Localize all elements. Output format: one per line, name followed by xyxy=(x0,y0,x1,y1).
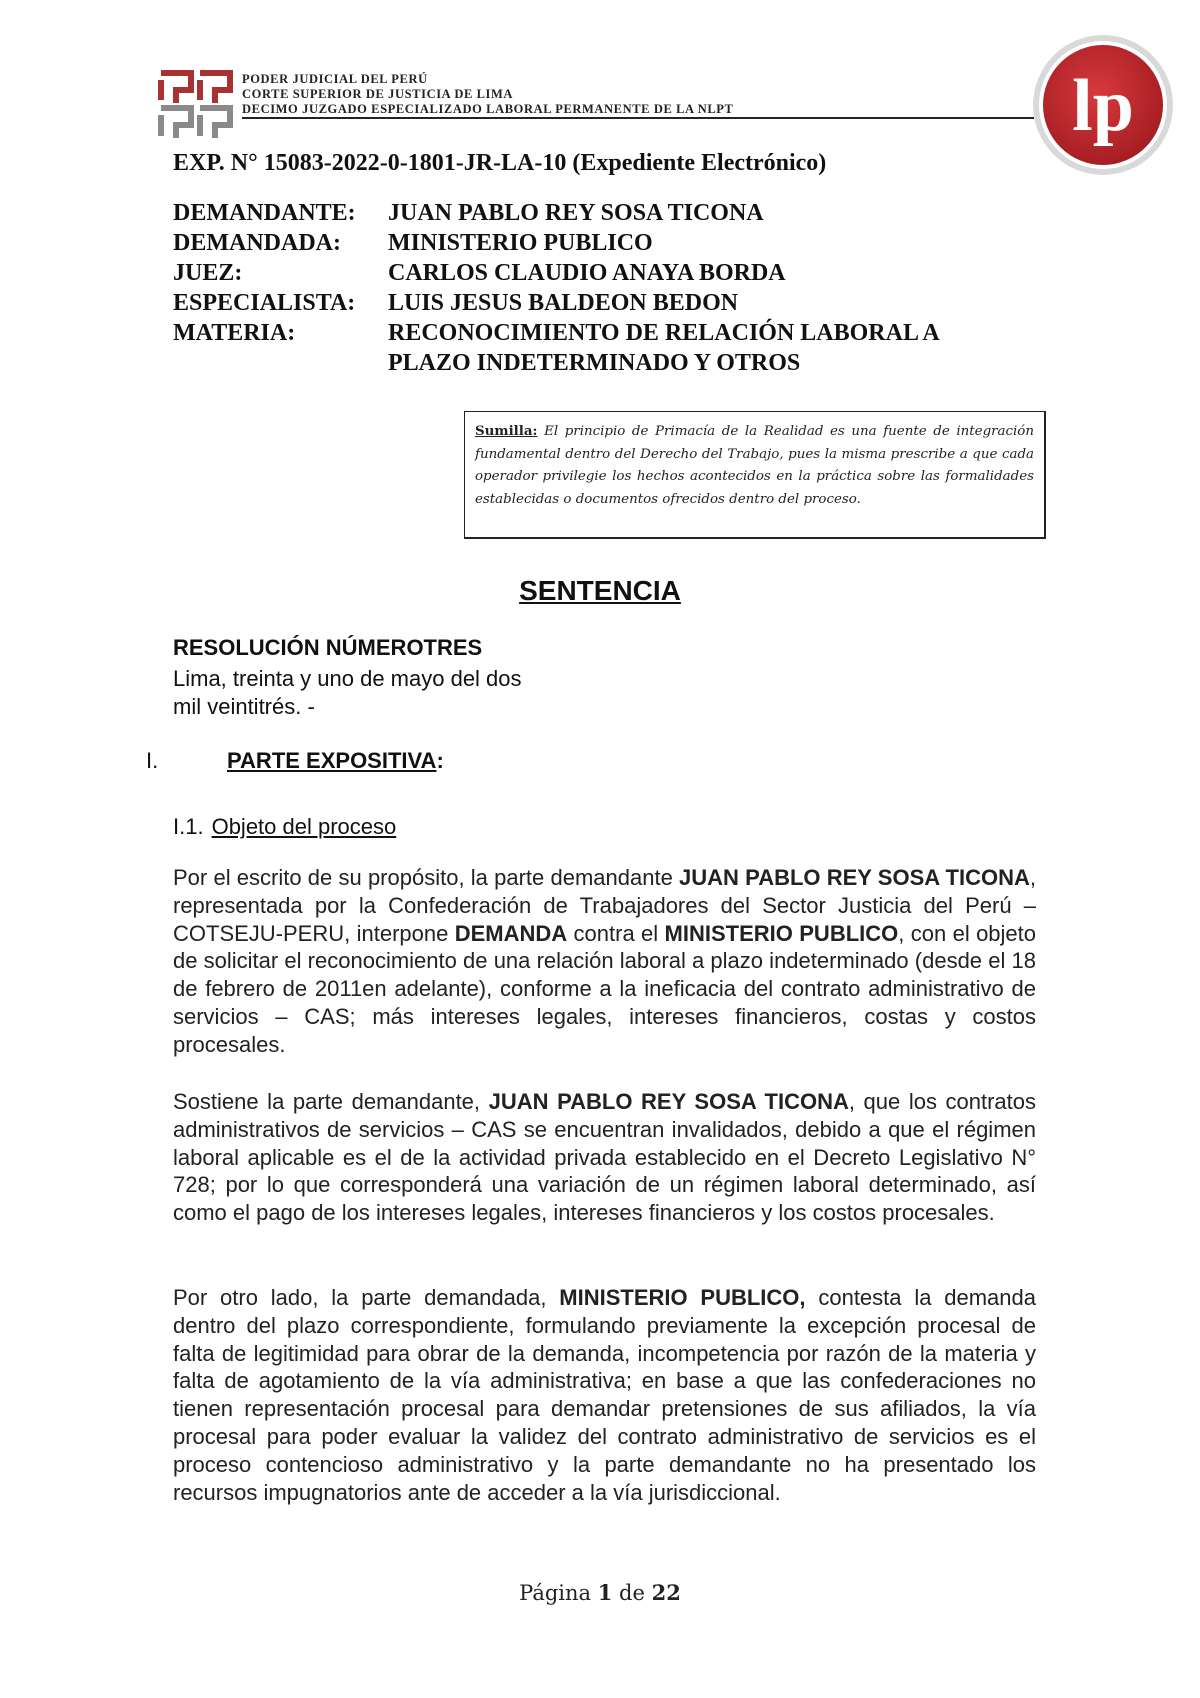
defendant-name: MINISTERIO PUBLICO, xyxy=(559,1285,806,1310)
sumilla-label: Sumilla: xyxy=(475,423,538,439)
lp-logo-text: lp xyxy=(1072,65,1134,147)
plaintiff-name: JUAN PABLO REY SOSA TICONA xyxy=(679,865,1030,890)
party-value: LUIS JESUS BALDEON BEDON xyxy=(388,290,739,316)
text-run: , con el objeto de solicitar el reconocimiento de una relación laboral a plazo indeterminado (desde el 18 de febrero de 2011en adelante), conforme a la ineficacia del contrato administrativo de servicios – CAS; más intereses legales, intereses financieros, costas y costos procesales. xyxy=(173,920,1037,1057)
paragraph xyxy=(173,1088,1036,1227)
paragraph xyxy=(173,1284,1036,1506)
sumilla-box xyxy=(464,411,1046,539)
court-header xyxy=(242,72,733,117)
party-value: RECONOCIMIENTO DE RELACIÓN LABORAL A xyxy=(388,320,940,346)
party-value: CARLOS CLAUDIO ANAYA BORDA xyxy=(388,260,786,286)
header-line: CORTE SUPERIOR DE JUSTICIA DE LIMA xyxy=(242,87,514,101)
section-title xyxy=(227,748,444,774)
poder-judicial-logo xyxy=(158,70,234,140)
page-footer xyxy=(0,1580,1200,1605)
footer-text: Página xyxy=(519,1581,598,1605)
paragraph xyxy=(173,864,1036,1059)
header-line: PODER JUDICIAL DEL PERÚ xyxy=(242,72,428,86)
subsection-heading xyxy=(173,814,396,840)
section-number: I. xyxy=(146,748,159,773)
text-run: , que los contratos administrativos de servicios – CAS se encuentran invalidados, debido a que el régimen laboral aplicable es el de la actividad privada establecido en el Decreto Legislativo N° 728; por lo que corresponderá una variación de un régimen laboral determinado, así como el pago de los intereses legales, intereses financieros y los costos procesales. xyxy=(173,1089,1037,1226)
document-title: SENTENCIA xyxy=(519,575,681,606)
header-line: DECIMO JUZGADO ESPECIALIZADO LABORAL PERMANENTE DE LA NLPT xyxy=(242,102,734,116)
text-run: Sostiene la parte demandante, xyxy=(173,1089,489,1114)
party-key: DEMANDANTE: xyxy=(173,200,356,226)
text-run: , representada por la Confederación de Trabajadores del Sector Justicia del Perú – COTSEJU-PERU, interpone xyxy=(173,865,1036,946)
page-total: 22 xyxy=(651,1580,681,1605)
section-title-text: PARTE EXPOSITIVA xyxy=(227,748,437,773)
header-divider xyxy=(242,117,1034,119)
text-run: Por el escrito de su propósito, la parte demandante xyxy=(173,865,680,890)
lp-logo xyxy=(1030,32,1176,178)
text-run: Por otro lado, la parte demandada, xyxy=(173,1285,560,1310)
plaintiff-name: JUAN PABLO REY SOSA TICONA xyxy=(488,1089,849,1114)
sumilla-text: El principio de Primacía de la Realidad es una fuente de integración fundamental dentro del Derecho del Trabajo, pues la misma prescribe a que cada operador privilegie los hechos acontecidos en la práctica sobre las formalidades establecidas o documentos ofrecidos dentro del proceso. xyxy=(475,424,1034,507)
party-key: MATERIA: xyxy=(173,320,296,346)
expediente-number: EXP. N° 15083-2022-0-1801-JR-LA-10 (Expediente Electrónico) xyxy=(173,150,827,176)
party-value: PLAZO INDETERMINADO Y OTROS xyxy=(388,350,801,376)
resolution-date: Lima, treinta y uno de mayo del dos mil veintitrés. - xyxy=(173,666,522,719)
subsection-number: I.1. xyxy=(173,814,204,839)
text-bold: DEMANDA xyxy=(454,920,568,946)
section-title-colon: : xyxy=(436,748,444,773)
resolution-title: RESOLUCIÓN NÚMEROTRES xyxy=(173,635,483,660)
party-value: JUAN PABLO REY SOSA TICONA xyxy=(388,200,764,226)
party-key: ESPECIALISTA: xyxy=(173,290,356,316)
text-run: contra el xyxy=(567,920,665,946)
subsection-title: Objeto del proceso xyxy=(211,814,397,839)
party-value: MINISTERIO PUBLICO xyxy=(388,230,653,256)
defendant-name: MINISTERIO PUBLICO xyxy=(664,920,899,946)
footer-text: de xyxy=(612,1581,652,1605)
page-number: 1 xyxy=(597,1580,613,1605)
party-key: DEMANDADA: xyxy=(173,230,341,256)
party-key: JUEZ: xyxy=(173,260,243,286)
text-run: contesta la demanda dentro del plazo correspondiente, formulando previamente la excepción procesal de falta de legitimidad para obrar de la demanda, incompetencia por razón de la materia y falta de agotamiento de la vía administrativa; en base a que las confederaciones no tienen representación procesal para demandar pretensiones de sus afiliados, la vía procesal para poder evaluar la validez del contrato administrativo de servicios es el proceso contencioso administrativo y la parte demandante no ha presentado los recursos impugnatorios ante de acceder a la vía jurisdiccional. xyxy=(173,1285,1036,1505)
